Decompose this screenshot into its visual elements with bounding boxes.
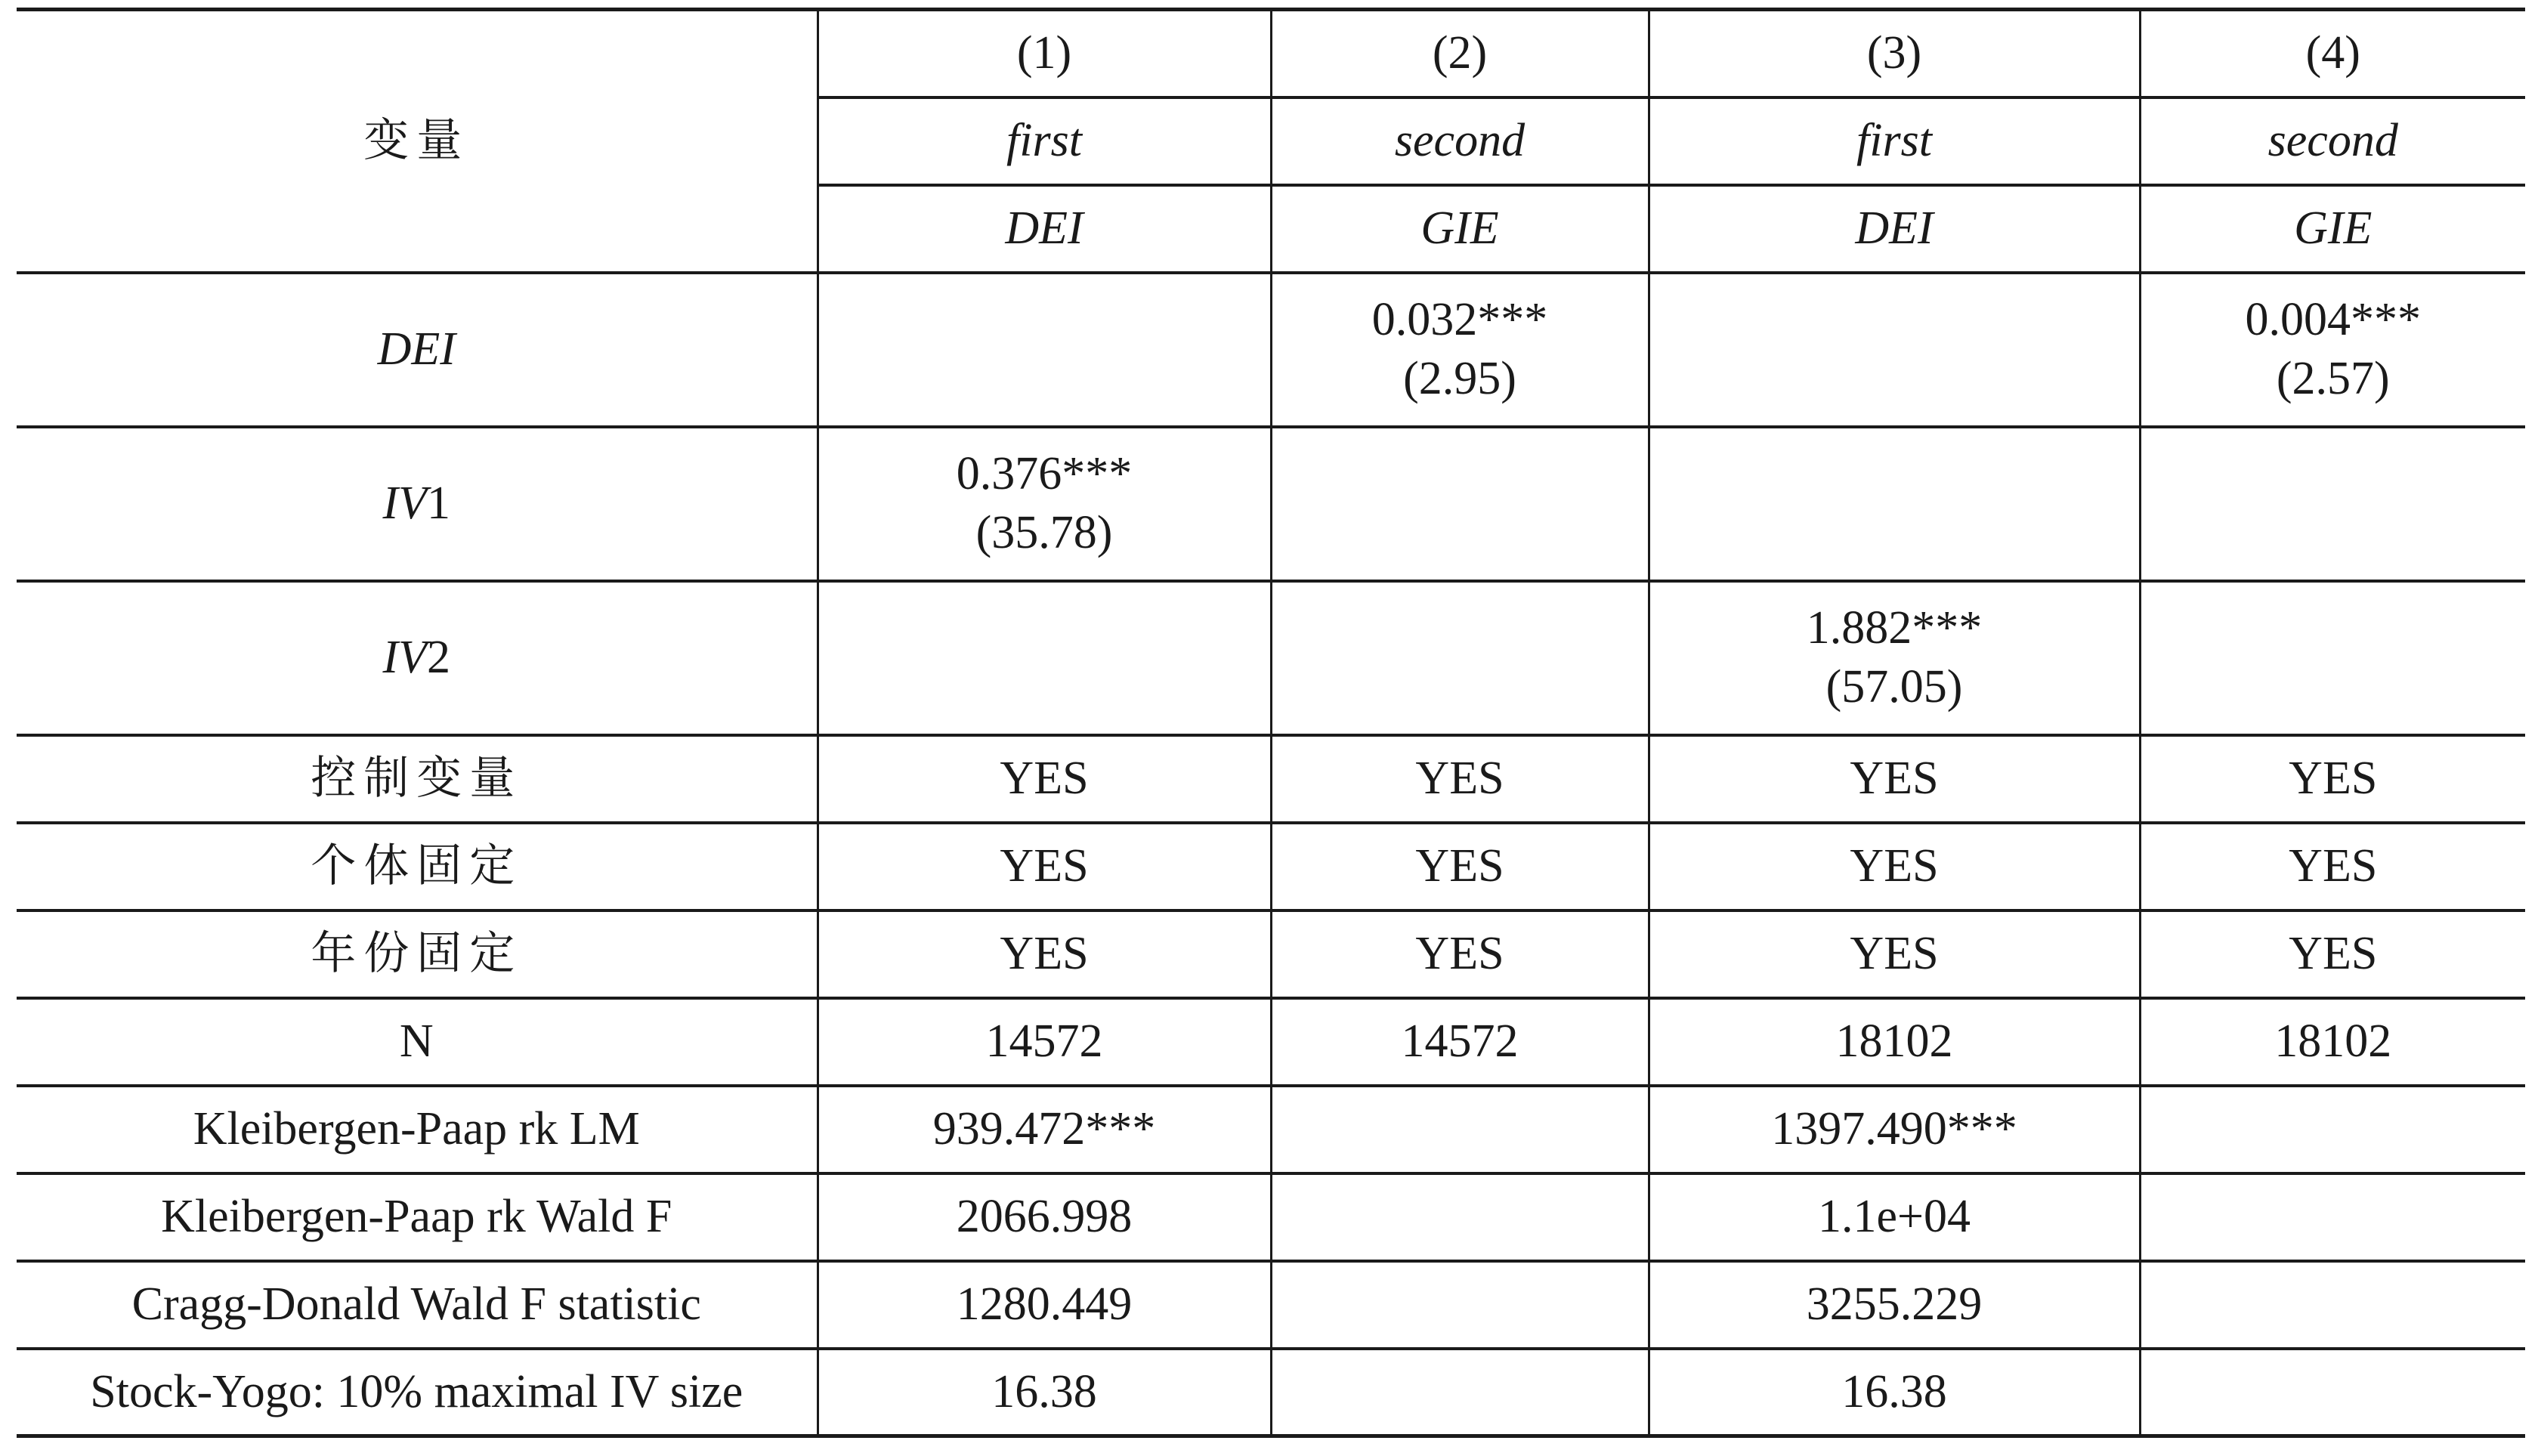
- stat-row-kp-wald: [17, 1173, 2525, 1261]
- stat-cell: [2140, 1173, 2525, 1261]
- column-depvar: GIE: [2140, 185, 2525, 273]
- coef-cell: [1649, 273, 2140, 427]
- stat-cell: 16.38: [818, 1349, 1271, 1436]
- row-label-main: IV: [382, 631, 428, 683]
- coef-row-dei: [17, 273, 2525, 427]
- column-depvar: DEI: [1649, 185, 2140, 273]
- coef-cell: [818, 273, 1271, 427]
- variable-header: 变量: [17, 10, 818, 273]
- stat-cell: 16.38: [1649, 1349, 2140, 1436]
- column-stage: second: [2140, 97, 2525, 185]
- stat-cell: 18102: [2140, 998, 2525, 1086]
- row-label: Cragg-Donald Wald F statistic: [17, 1261, 818, 1349]
- stat-row-kp-lm: [17, 1086, 2525, 1173]
- coef-cell: [818, 427, 1271, 581]
- fe-cell: YES: [1649, 735, 2140, 823]
- fe-cell: YES: [818, 910, 1271, 998]
- stat-cell: [2140, 1349, 2525, 1436]
- row-label-main: IV: [382, 477, 428, 529]
- t-statistic: (35.78): [975, 506, 1113, 558]
- fe-cell: YES: [1271, 910, 1649, 998]
- column-stage: second: [1271, 97, 1649, 185]
- row-label: DEI: [17, 273, 818, 427]
- stat-cell: 14572: [818, 998, 1271, 1086]
- coefficient: 0.032***: [1371, 294, 1548, 345]
- stat-cell: [1271, 1349, 1649, 1436]
- row-label: Kleibergen-Paap rk Wald F: [17, 1173, 818, 1261]
- fe-cell: YES: [1271, 823, 1649, 910]
- row-label: [17, 581, 818, 735]
- stat-cell: [1271, 1086, 1649, 1173]
- stat-row-stock-yogo: [17, 1349, 2525, 1436]
- stat-cell: 14572: [1271, 998, 1649, 1086]
- stat-cell: 1397.490***: [1649, 1086, 2140, 1173]
- coef-cell: [2140, 273, 2525, 427]
- coef-row-iv2: [17, 581, 2525, 735]
- coef-cell: [2140, 581, 2525, 735]
- regression-results-table: [17, 8, 2525, 1438]
- column-number: (2): [1271, 10, 1649, 97]
- column-number: (4): [2140, 10, 2525, 97]
- fe-cell: YES: [818, 735, 1271, 823]
- fe-row-controls: [17, 735, 2525, 823]
- stat-cell: 1.1e+04: [1649, 1173, 2140, 1261]
- column-number: (1): [818, 10, 1271, 97]
- row-label: 个体固定: [17, 823, 818, 910]
- header-row-numbers: [17, 10, 2525, 97]
- coefficient: 0.376***: [956, 448, 1133, 499]
- coef-cell: [2140, 427, 2525, 581]
- fe-cell: YES: [818, 823, 1271, 910]
- row-label-sub: 1: [427, 477, 451, 529]
- stat-cell: 3255.229: [1649, 1261, 2140, 1349]
- fe-row-year: [17, 910, 2525, 998]
- row-label: N: [17, 998, 818, 1086]
- stat-cell: 18102: [1649, 998, 2140, 1086]
- fe-cell: YES: [2140, 823, 2525, 910]
- coef-row-iv1: [17, 427, 2525, 581]
- fe-cell: YES: [2140, 910, 2525, 998]
- row-label-sub: 2: [427, 631, 451, 683]
- fe-cell: YES: [1271, 735, 1649, 823]
- coef-cell: [1271, 427, 1649, 581]
- column-depvar: DEI: [818, 185, 1271, 273]
- coef-cell: [1649, 581, 2140, 735]
- column-stage: first: [1649, 97, 2140, 185]
- coefficient: 0.004***: [2245, 294, 2421, 345]
- column-number: (3): [1649, 10, 2140, 97]
- fe-cell: YES: [2140, 735, 2525, 823]
- stat-cell: 1280.449: [818, 1261, 1271, 1349]
- fe-cell: YES: [1649, 823, 2140, 910]
- t-statistic: (2.57): [2276, 352, 2390, 404]
- stat-cell: [1271, 1261, 1649, 1349]
- coefficient: 1.882***: [1806, 602, 1983, 654]
- coef-cell: [1649, 427, 2140, 581]
- fe-cell: YES: [1649, 910, 2140, 998]
- stat-cell: [2140, 1261, 2525, 1349]
- coef-cell: [1271, 273, 1649, 427]
- column-stage: first: [818, 97, 1271, 185]
- stat-cell: [2140, 1086, 2525, 1173]
- row-label: Stock-Yogo: 10% maximal IV size: [17, 1349, 818, 1436]
- row-label: [17, 427, 818, 581]
- stat-cell: 2066.998: [818, 1173, 1271, 1261]
- coef-cell: [1271, 581, 1649, 735]
- t-statistic: (2.95): [1403, 352, 1516, 404]
- stat-cell: 939.472***: [818, 1086, 1271, 1173]
- stat-row-n: [17, 998, 2525, 1086]
- row-label: 年份固定: [17, 910, 818, 998]
- stat-cell: [1271, 1173, 1649, 1261]
- row-label: 控制变量: [17, 735, 818, 823]
- t-statistic: (57.05): [1825, 660, 1963, 713]
- fe-row-individual: [17, 823, 2525, 910]
- row-label: Kleibergen-Paap rk LM: [17, 1086, 818, 1173]
- coef-cell: [818, 581, 1271, 735]
- column-depvar: GIE: [1271, 185, 1649, 273]
- stat-row-cragg-donald: [17, 1261, 2525, 1349]
